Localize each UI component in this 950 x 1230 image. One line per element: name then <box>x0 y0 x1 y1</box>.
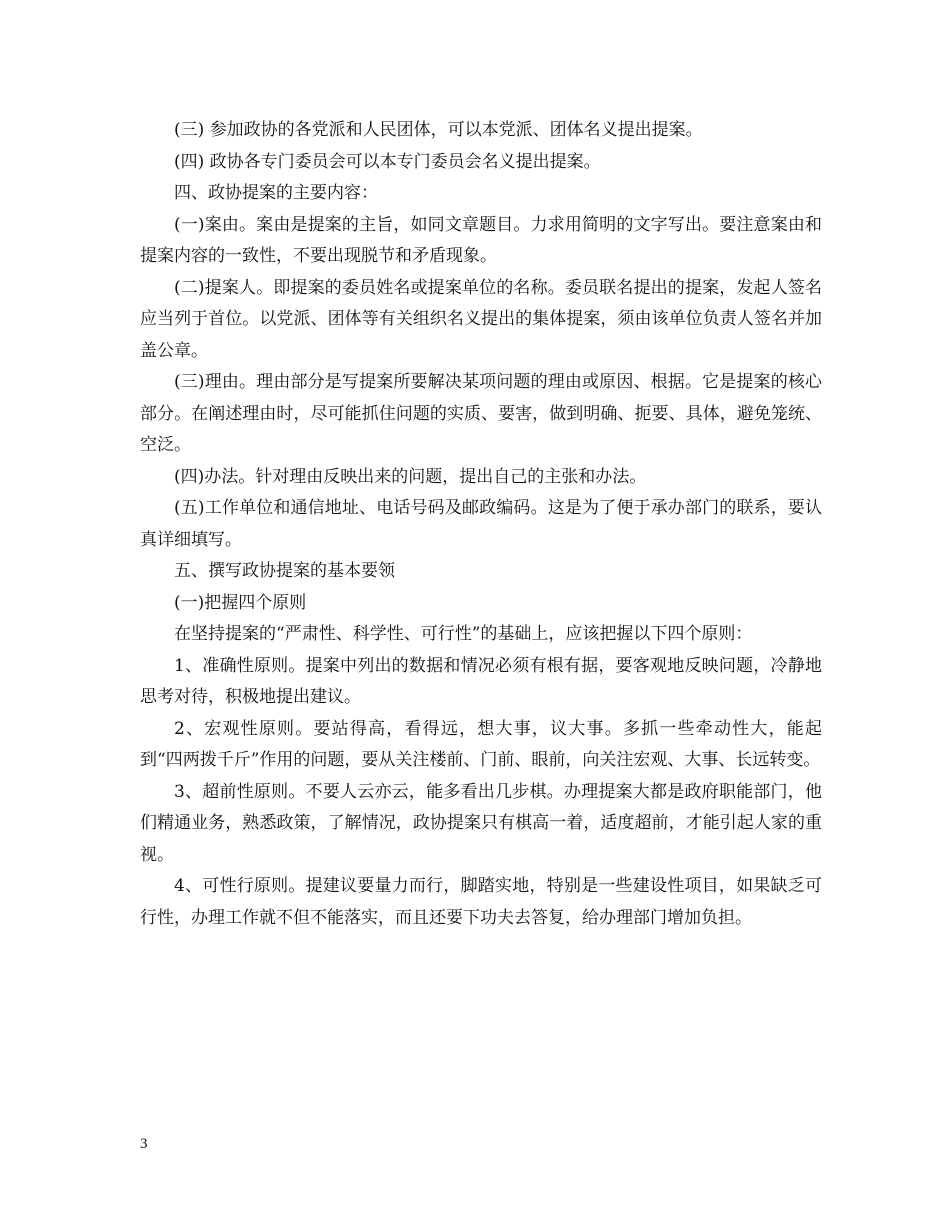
page-number: 3 <box>140 1136 148 1152</box>
section-heading-5: 五、撰写政协提案的基本要领 <box>174 561 395 581</box>
paragraph-2: (四) 政协各专门委员会可以本专门委员会名义提出提案。 <box>174 151 601 172</box>
section-heading-4: 四、政协提案的主要内容： <box>174 183 378 203</box>
paragraph-principle-accuracy: 1、准确性原则。提案中列出的数据和情况必须有根有据，要客观地反映问题，冷静地思考对待，积极地提出建议。 <box>140 655 822 707</box>
paragraph-principle-feasibility: 4、可性行原则。提建议要量力而行，脚踏实地，特别是一些建设性项目，如果缺乏可行性，办理工作就不但不能落实，而且还要下功夫去答复，给办理部门增加负担。 <box>140 876 822 928</box>
subheading-four-principles: (一)把握四个原则 <box>174 592 307 613</box>
paragraph-reason: (三)理由。理由部分是写提案所要解决某项问题的理由或原因、根据。它是提案的核心部分。在阐述理由时，尽可能抓住问题的实质、要害，做到明确、扼要、具体，避免笼统、空泛。 <box>140 372 822 455</box>
paragraph-1: (三) 参加政协的各党派和人民团体，可以本党派、团体名义提出提案。 <box>174 120 703 140</box>
paragraph-principle-foresight: 3、超前性原则。不要人云亦云，能多看出几步棋。办理提案大都是政府职能部门，他们精通业务，熟悉政策，了解情况，政协提案只有棋高一着，适度超前，才能引起人家的重视。 <box>140 781 822 865</box>
paragraph-principle-macro: 2、宏观性原则。要站得高，看得远，想大事，议大事。多抓一些牵动性大，能起到“四两拨千斤”作用的问题，要从关注楼前、门前、眼前，向关注宏观、大事、长远转变。 <box>140 718 822 770</box>
paragraph-contact: (五)工作单位和通信地址、电话号码及邮政编码。这是为了便于承办部门的联系，要认真详细填写。 <box>140 498 822 550</box>
paragraph-proposer: (二)提案人。即提案的委员姓名或提案单位的名称。委员联名提出的提案，发起人签名应当列于首位。以党派、团体等有关组织名义提出的集体提案，须由该单位负责人签名并加盖公章。 <box>140 277 822 361</box>
document-body <box>140 115 822 934</box>
paragraph-method: (四)办法。针对理由反映出来的问题，提出自己的主张和办法。 <box>174 466 647 487</box>
paragraph-case-reason: (一)案由。案由是提案的主旨，如同文章题目。力求用简明的文字写出。要注意案由和提案内容的一致性，不要出现脱节和矛盾现象。 <box>140 214 822 266</box>
paragraph-principles-intro: 在坚持提案的“严肃性、科学性、可行性”的基础上，应该把握以下四个原则： <box>174 624 753 644</box>
